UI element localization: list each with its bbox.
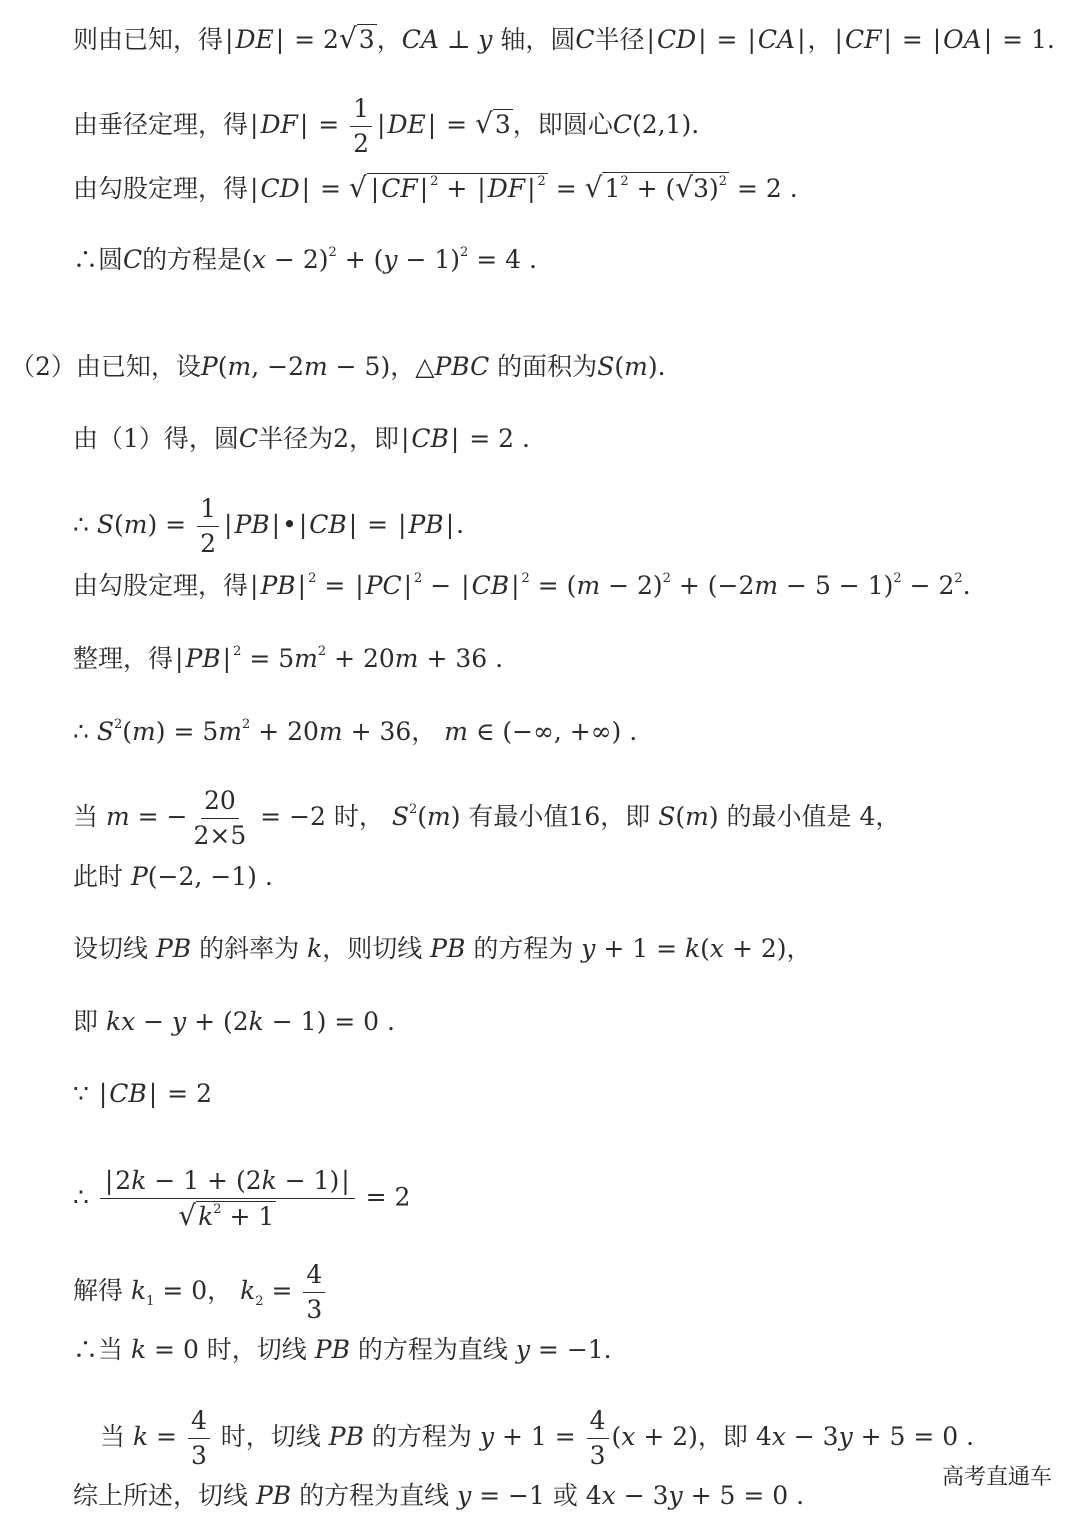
solution-line-17: 解得 $k_1 = 0$， $k_2$ = $\frac{4}{3}$: [73, 1258, 328, 1327]
solution-line-4: ∴圆C的方程是$(x - 2)^2 + (y - 1)^2 = 4$ .: [73, 245, 537, 274]
solution-line-5: （2）由已知，设P(m, −2m − 5)，△PBC 的面积为S(m).: [10, 352, 666, 381]
solution-line-7: ∴ S(m) = $\frac{1}{2}$ |PB|•|CB| = |PB|.: [73, 494, 465, 558]
solution-line-13: 设切线 PB 的斜率为 k，则切线 PB 的方程为 y + 1 = k(x + 2)，: [73, 934, 812, 963]
solution-line-20: 综上所述，切线 PB 的方程为直线 y = −1 或 4x − 3y + 5 = 0 .: [73, 1481, 805, 1510]
solution-line-2: 由垂径定理，得|DF| = $\frac{1}{2}$ |DE| = √3，即圆心C(2,1).: [73, 94, 700, 158]
solution-line-11: 当 m = − $\frac{20}{2\times 5}$ = −2 时， $S^2(m)$ 有最小值16，即 S(m) 的最小值是 4，: [73, 786, 901, 850]
solution-line-3: 由勾股定理，得|CD| = √ |CF| $^2$ + |DF| $^2 = √1^2 + (√3)^2 = 2$ .: [73, 171, 798, 204]
solution-line-14: 即 kx − y + (2k − 1) = 0 .: [73, 1007, 395, 1036]
solution-line-16: ∴ $\frac{|2k - 1 + (2k - 1)|}{√k^2 + 1}$ = 2: [73, 1166, 411, 1232]
solution-line-8: 由勾股定理，得|PB| $^2$ = |PC| $^2$ − |CB| $^2 = (m - 2)^2 + (-2m - 5 - 1)^2 - 2^2$.: [73, 571, 971, 600]
watermark-brand: 高考直通车: [941, 1465, 1052, 1490]
solution-line-15: ∵ |CB| = 2: [73, 1079, 212, 1108]
solution-line-10: ∴ $S^2(m) = 5m^2 + 20m + 36$， m ∈ (−∞, +∞) .: [73, 717, 638, 746]
solution-line-1: 则由已知，得|DE| = 2√3，CA ⊥ y 轴，圆C半径|CD| = |CA|，|CF| = |OA| = 1.: [73, 22, 1055, 55]
solution-line-18: ∴当 k = 0 时，切线 PB 的方程为直线 y = −1.: [73, 1335, 612, 1364]
solution-line-6: 由（1）得，圆C半径为2，即|CB| = 2 .: [73, 424, 530, 453]
solution-line-19: 当 k = $\frac{4}{3}$ 时，切线 PB 的方程为 y + 1 = $\frac{4}{3}$ (x + 2)，即 4x − 3y + 5 = 0 .: [100, 1406, 975, 1470]
solution-line-9: 整理，得|PB| $^2 = 5m^2 + 20m + 36$ .: [73, 644, 504, 673]
solution-line-12: 此时 P(−2, −1) .: [73, 862, 273, 891]
